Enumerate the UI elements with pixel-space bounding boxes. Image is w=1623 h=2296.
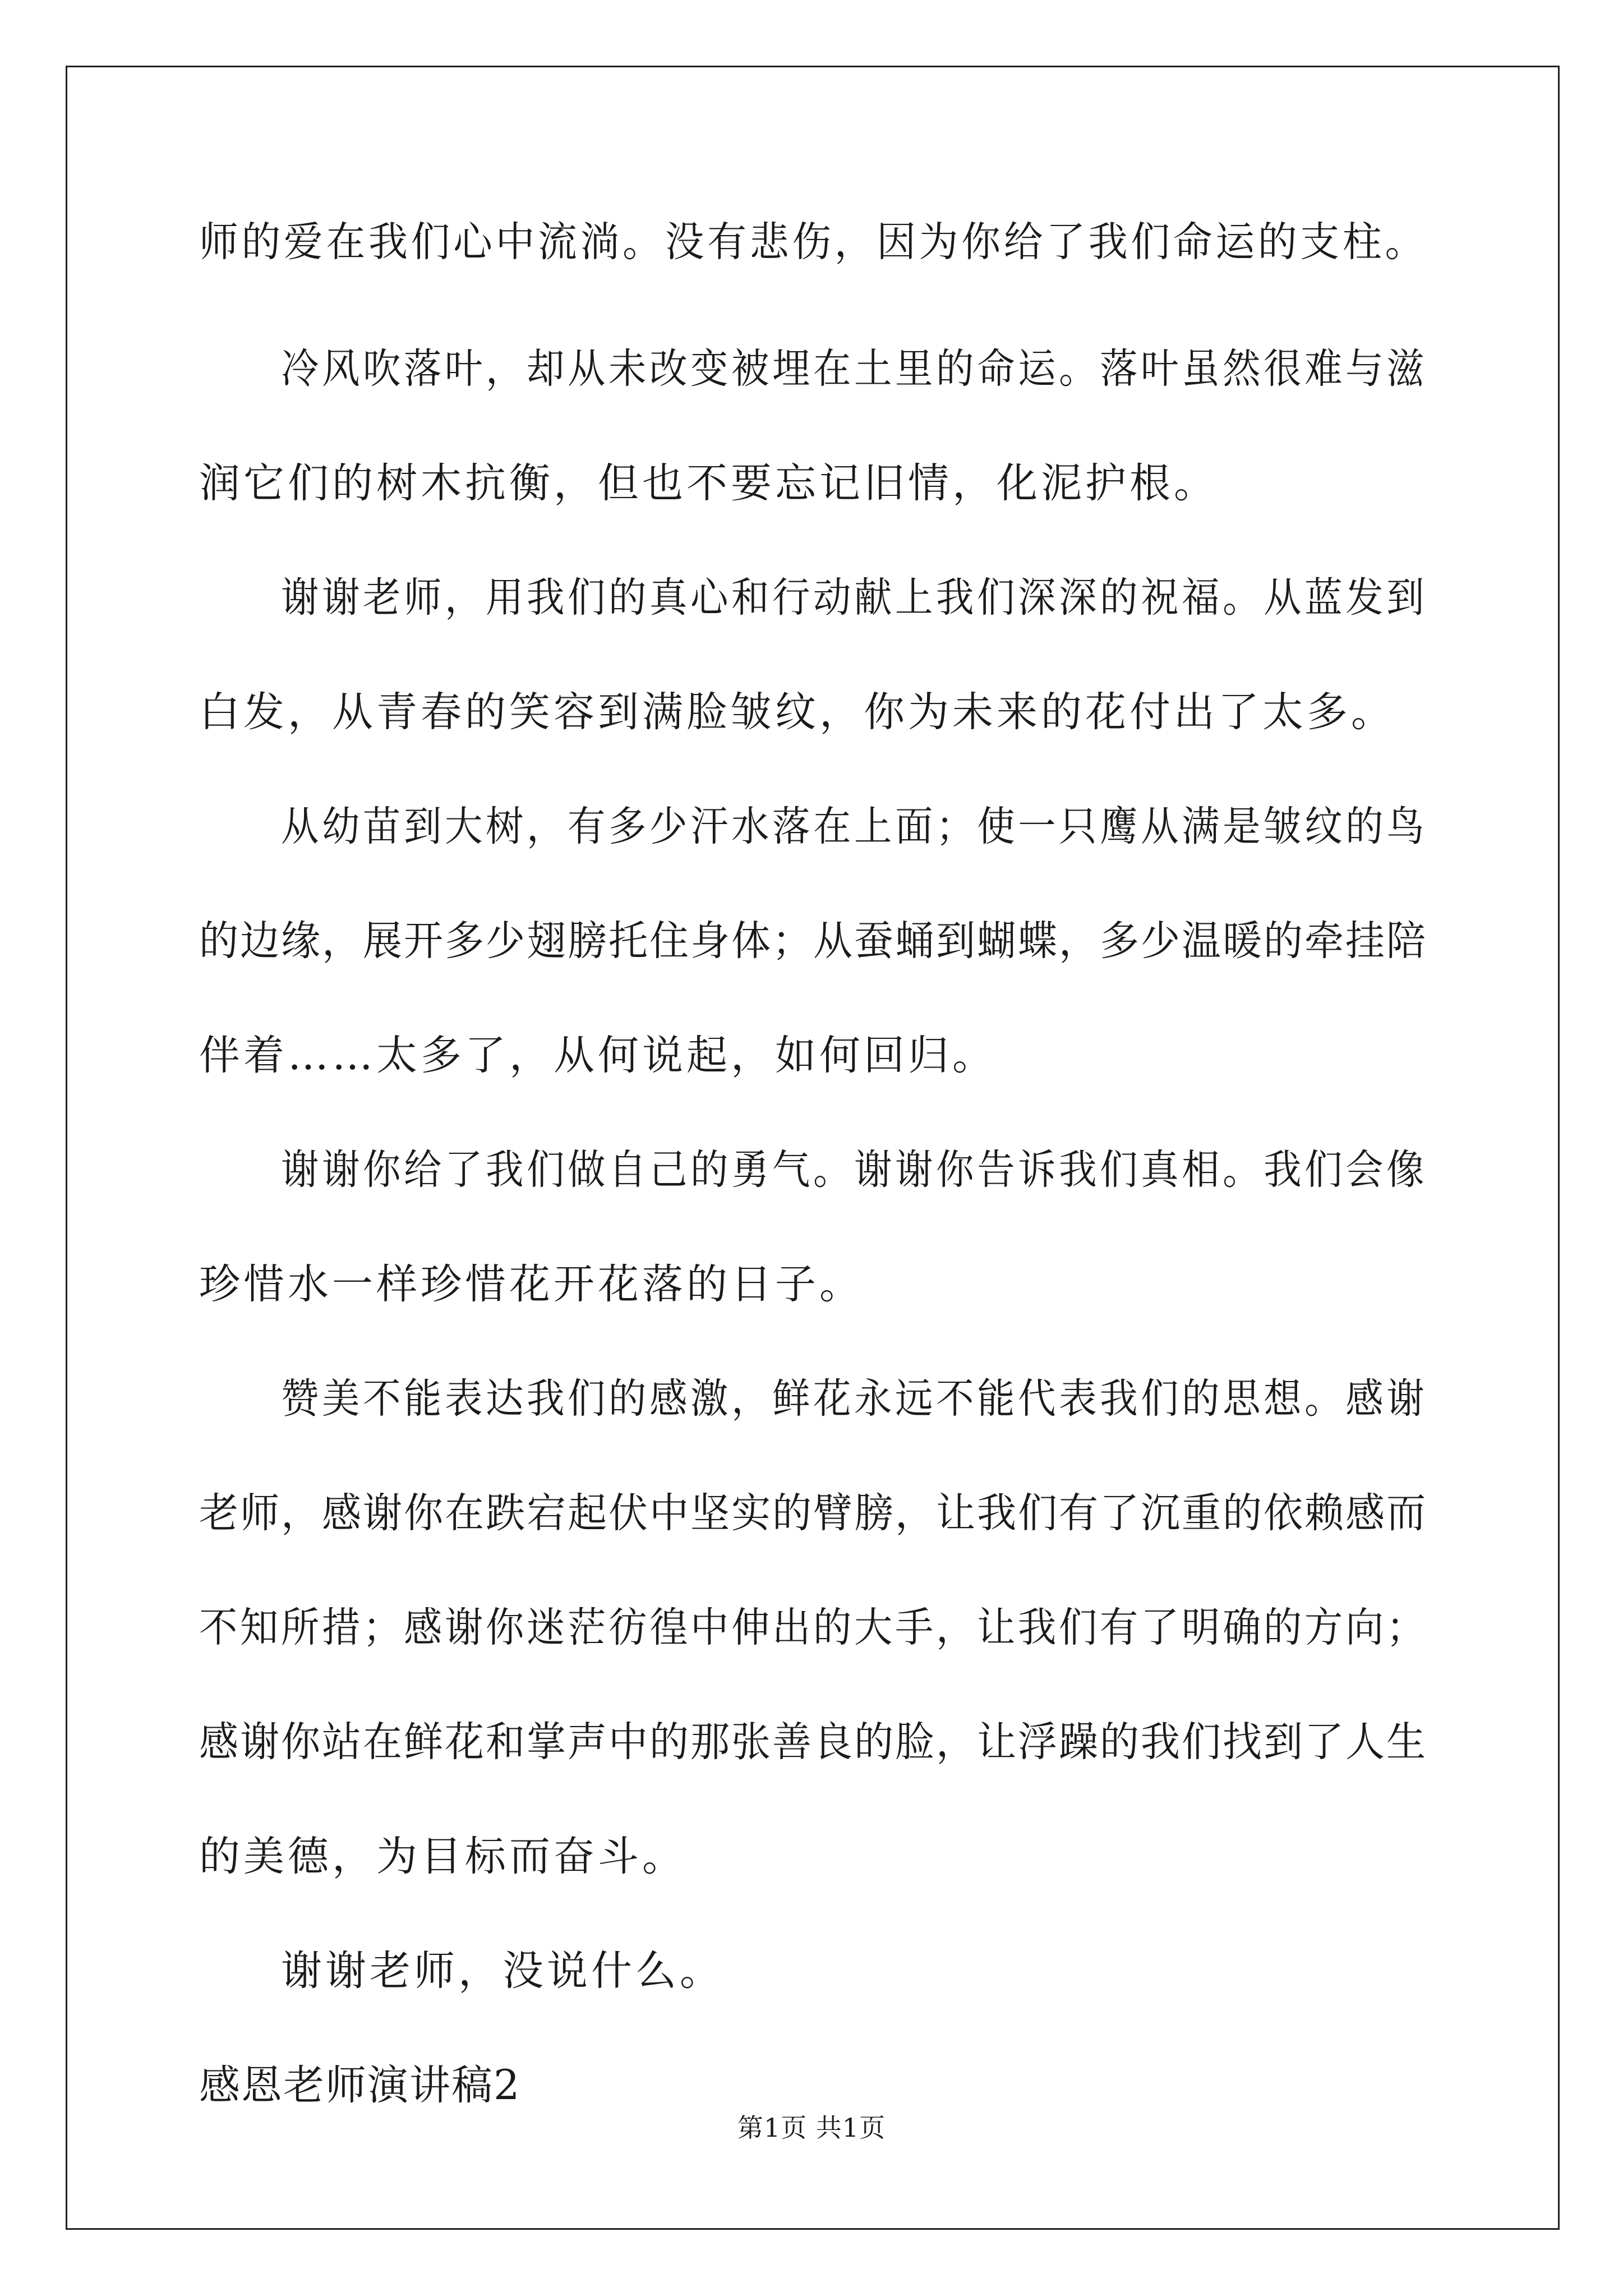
text-line: 伴着……太多了，从何说起，如何回归。 (199, 1032, 997, 1079)
paragraph-first-line: 从幼苗到大树，有多少汗水落在上面；使一只鹰从满是皱纹的鸟 (281, 803, 1428, 850)
paragraph-first-line: 谢谢老师，用我们的真心和行动献上我们深深的祝福。从蓝发到 (281, 574, 1428, 622)
paragraph-first-line: 赞美不能表达我们的感激，鲜花永远不能代表我们的思想。感谢 (281, 1375, 1428, 1423)
text-line: 感谢你站在鲜花和掌声中的那张善良的脸，让浮躁的我们找到了人生 (199, 1718, 1427, 1766)
text-line: 润它们的树木抗衡，但也不要忘记旧情，化泥护根。 (199, 459, 1218, 507)
text-line: 老师，感谢你在跌宕起伏中坚实的臂膀，让我们有了沉重的依赖感而 (199, 1489, 1427, 1537)
paragraph-first-line: 谢谢你给了我们做自己的勇气。谢谢你告诉我们真相。我们会像 (281, 1146, 1428, 1194)
text-line: 的美德，为目标而奋斗。 (199, 1833, 686, 1880)
text-line: 的边缘，展开多少翅膀托住身体；从蚕蛹到蝴蝶，多少温暖的牵挂陪 (199, 917, 1427, 965)
text-line: 白发，从青春的笑容到满脸皱纹，你为未来的花付出了太多。 (199, 688, 1395, 736)
text-line: 师的爱在我们心中流淌。没有悲伤，因为你给了我们命运的支柱。 (199, 218, 1427, 266)
section-title: 感恩老师演讲稿2 (199, 2062, 521, 2109)
text-line: 珍惜水一样珍惜花开花落的日子。 (199, 1260, 864, 1308)
text-line: 不知所措；感谢你迷茫彷徨中伸出的大手，让我们有了明确的方向； (199, 1604, 1428, 1651)
paragraph-first-line: 冷风吹落叶，却从未改变被埋在土里的命运。落叶虽然很难与滋 (281, 345, 1428, 393)
paragraph-first-line: 谢谢老师，没说什么。 (281, 1947, 724, 1995)
page-number-footer: 第1页 共1页 (737, 2113, 886, 2143)
